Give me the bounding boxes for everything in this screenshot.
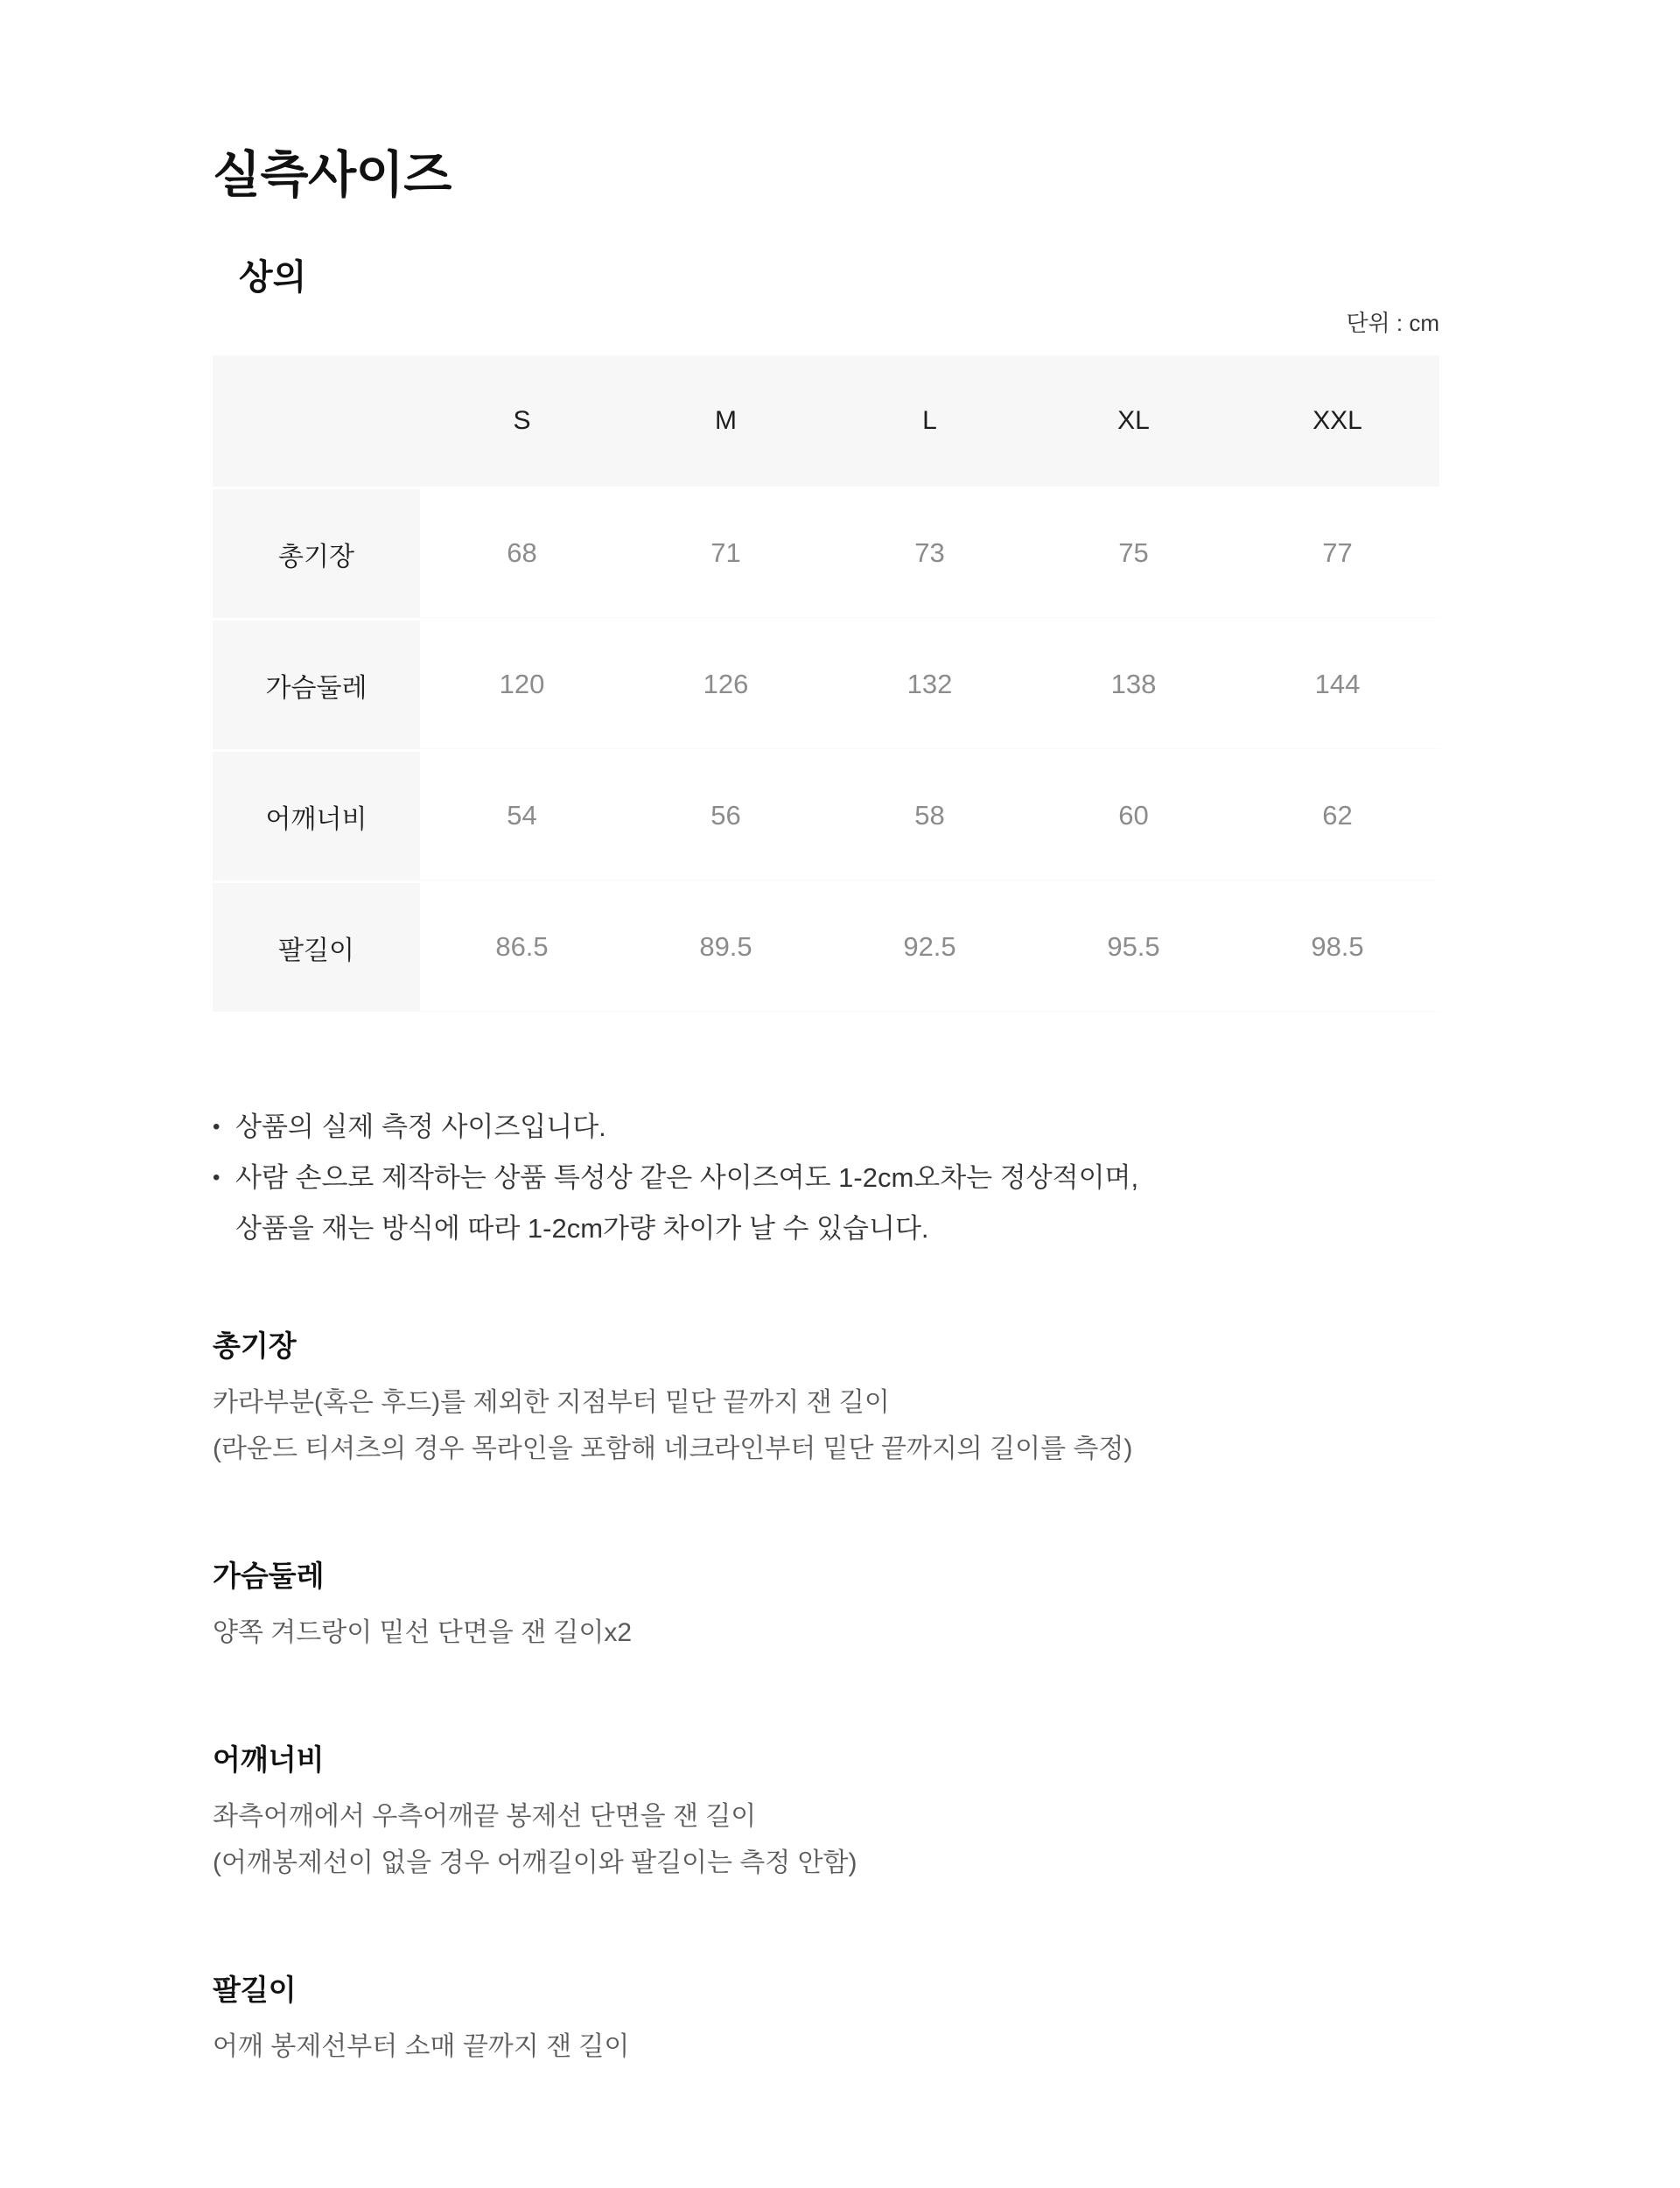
section-description: 양쪽 겨드랑이 밑선 단면을 잰 길이x2 bbox=[213, 1617, 633, 1647]
column-header-l: L bbox=[828, 355, 1032, 487]
table-row bbox=[213, 752, 1439, 880]
section-heading: 총기장 bbox=[213, 1329, 297, 1363]
list-item bbox=[213, 1102, 1439, 1153]
size-table-header-row bbox=[213, 355, 1439, 487]
size-cell: 144 bbox=[1236, 621, 1439, 749]
section-sleeve bbox=[213, 1972, 1439, 2070]
note-line: 상품을 재는 방식에 따라 1-2cm가량 차이가 날 수 있습니다. bbox=[235, 1213, 929, 1245]
list-item bbox=[213, 1153, 1439, 1254]
size-cell: 68 bbox=[420, 489, 624, 618]
table-row bbox=[213, 489, 1439, 618]
size-cell: 138 bbox=[1032, 621, 1236, 749]
notes-list bbox=[213, 1102, 1439, 1254]
size-table bbox=[213, 353, 1439, 1014]
size-cell: 56 bbox=[624, 752, 828, 880]
size-cell: 73 bbox=[828, 489, 1032, 618]
section-description: 좌측어깨에서 우측어깨끝 봉제선 단면을 잰 길이 bbox=[213, 1801, 757, 1831]
size-cell: 62 bbox=[1236, 752, 1439, 880]
row-label: 어깨너비 bbox=[213, 752, 420, 880]
size-cell: 120 bbox=[420, 621, 624, 749]
size-cell: 77 bbox=[1236, 489, 1439, 618]
section-chest bbox=[213, 1558, 1439, 1656]
size-cell: 98.5 bbox=[1236, 883, 1439, 1012]
row-label: 팔길이 bbox=[213, 883, 420, 1012]
column-header-s: S bbox=[420, 355, 624, 487]
section-total-length bbox=[213, 1328, 1439, 1472]
category-subtitle: 상의 bbox=[239, 258, 307, 298]
section-shoulder bbox=[213, 1742, 1439, 1886]
page-title: 실측사이즈 bbox=[213, 147, 452, 203]
table-row bbox=[213, 621, 1439, 749]
size-cell: 75 bbox=[1032, 489, 1236, 618]
note-line: • 상품의 실제 측정 사이즈입니다. bbox=[235, 1112, 606, 1143]
table-row bbox=[213, 883, 1439, 1012]
size-cell: 54 bbox=[420, 752, 624, 880]
section-description: (라운드 티셔츠의 경우 목라인을 포함해 네크라인부터 밑단 끝까지의 길이를 측정) bbox=[213, 1434, 1133, 1463]
note-line: • 사람 손으로 제작하는 상품 특성상 같은 사이즈여도 1-2cm오차는 정상적이며, bbox=[235, 1162, 1139, 1194]
column-header-m: M bbox=[624, 355, 828, 487]
size-cell: 126 bbox=[624, 621, 828, 749]
size-cell: 92.5 bbox=[828, 883, 1032, 1012]
section-description: 카라부분(혹은 후드)를 제외한 지점부터 밑단 끝까지 잰 길이 bbox=[213, 1387, 890, 1417]
section-description: (어깨봉제선이 없을 경우 어깨길이와 팔길이는 측정 안함) bbox=[213, 1848, 858, 1877]
section-heading: 팔길이 bbox=[213, 1973, 297, 2006]
size-cell: 58 bbox=[828, 752, 1032, 880]
row-label: 총기장 bbox=[213, 489, 420, 618]
column-header-xxl: XXL bbox=[1236, 355, 1439, 487]
size-cell: 89.5 bbox=[624, 883, 828, 1012]
section-description: 어깨 봉제선부터 소매 끝까지 잰 길이 bbox=[213, 2031, 630, 2061]
size-table-corner-cell bbox=[213, 355, 420, 487]
size-cell: 71 bbox=[624, 489, 828, 618]
size-guide-page bbox=[213, 0, 1439, 2070]
measurement-guide bbox=[213, 1328, 1439, 2070]
column-header-xl: XL bbox=[1032, 355, 1236, 487]
section-heading: 어깨너비 bbox=[213, 1743, 325, 1776]
size-cell: 60 bbox=[1032, 752, 1236, 880]
size-cell: 86.5 bbox=[420, 883, 624, 1012]
size-cell: 95.5 bbox=[1032, 883, 1236, 1012]
row-label: 가슴둘레 bbox=[213, 621, 420, 749]
unit-label: 단위 : cm bbox=[1346, 310, 1439, 337]
size-cell: 132 bbox=[828, 621, 1032, 749]
section-heading: 가슴둘레 bbox=[213, 1559, 325, 1592]
